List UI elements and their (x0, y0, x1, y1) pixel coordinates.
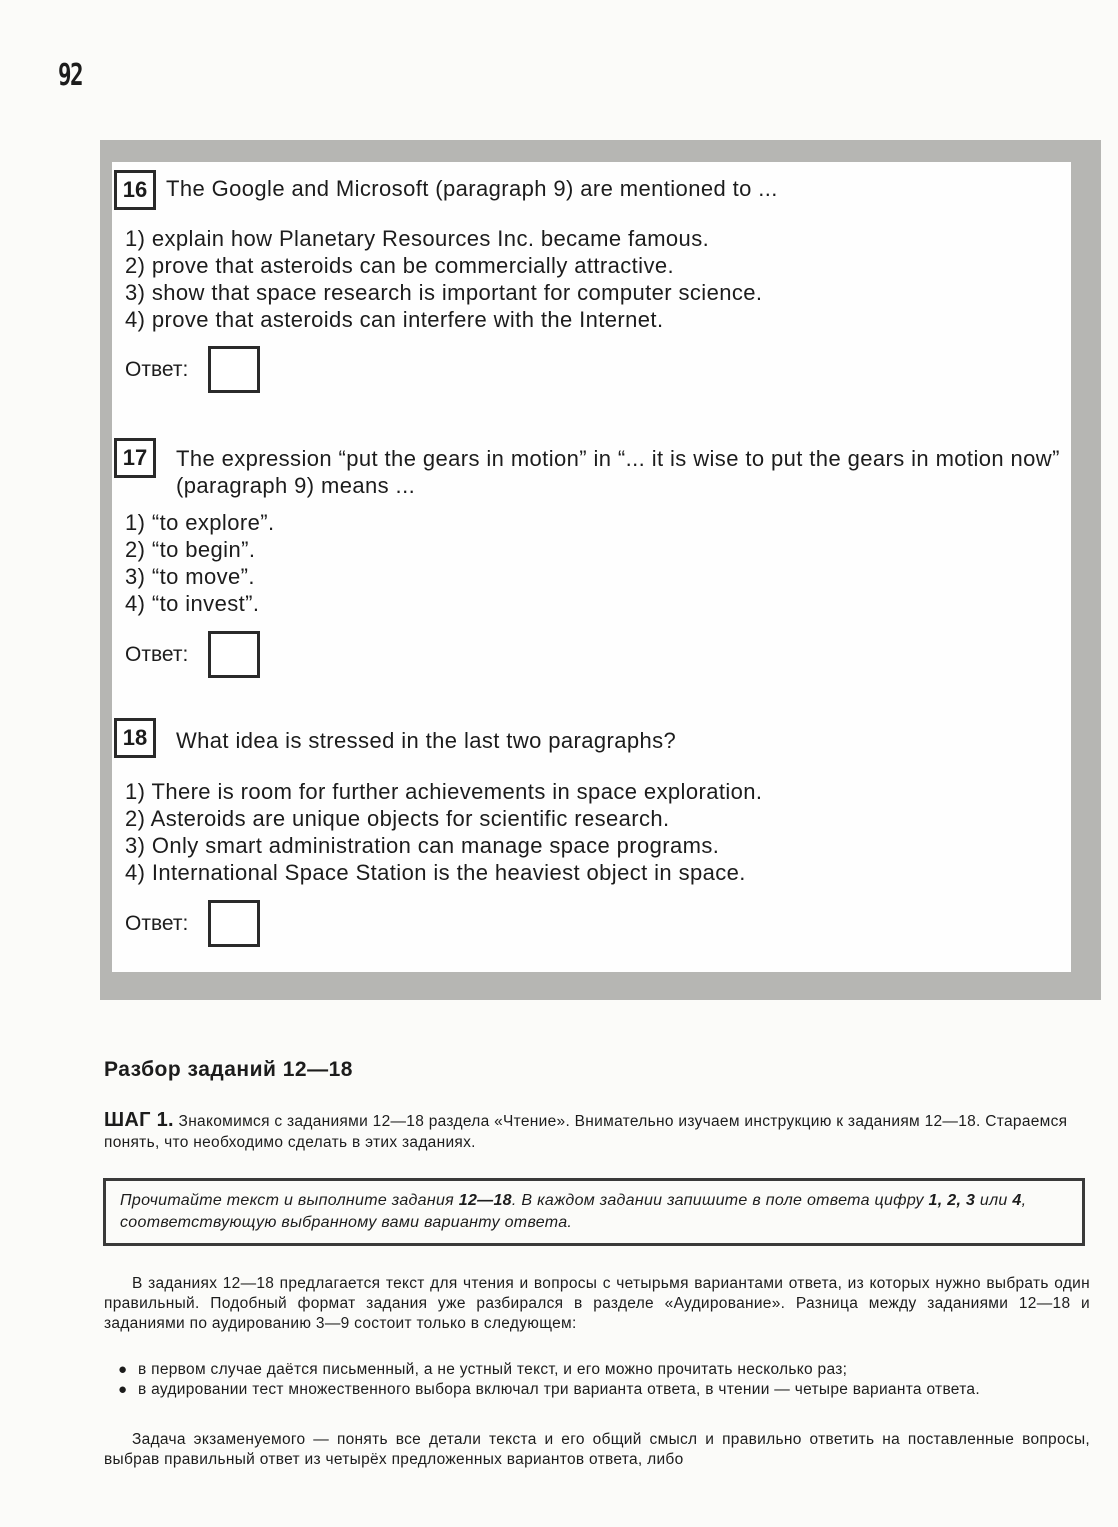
option-3: 3) Only smart administration can manage space programs. (125, 833, 720, 858)
option-1: 1) There is room for further achievements in space exploration. (125, 779, 763, 804)
instruction-text: . В каждом задании запишите в поле ответа цифру (511, 1192, 929, 1209)
option-2: 2) “to begin”. (125, 537, 256, 562)
option-2: 2) prove that asteroids can be commercially attractive. (125, 253, 675, 278)
step-label: ШАГ 1. (104, 1109, 174, 1131)
instruction-digit: 4 (1012, 1192, 1022, 1209)
task-number: 18 (114, 718, 156, 758)
instruction-digit: 1 (928, 1192, 938, 1209)
task-question: What idea is stressed in the last two paragraphs? (176, 728, 677, 753)
option-4: 4) prove that asteroids can interfere with the Internet. (125, 307, 664, 332)
option-3: 3) show that space research is important for computer science. (125, 280, 763, 305)
answer-label: Ответ: (125, 358, 189, 381)
option-1: 1) “to explore”. (125, 510, 275, 535)
instruction-digit: 3 (965, 1192, 976, 1209)
task-question: The expression “put the gears in motion” in “... it is wise to put the gears in motion now” (paragraph 9) means ... (176, 446, 1060, 498)
option-1: 1) explain how Planetary Resources Inc. became famous. (125, 226, 710, 251)
answer-box[interactable] (208, 900, 260, 947)
tasks-panel (112, 162, 1071, 972)
instruction-range: 12—18 (458, 1192, 512, 1209)
bullet-text: в первом случае даётся письменный, а не устный текст, и его можно прочитать несколько раз; (138, 1361, 848, 1378)
instruction-text: или (975, 1192, 1013, 1209)
body-paragraph: В заданиях 12—18 предлагается текст для чтения и вопросы с четырьмя вариантами ответа, из которых нужно выбрать один правильный. Подобный формат задания уже разбирался в разделе «Аудирование». Разница между заданиями 12—18 и заданиями по аудированию 3—9 состоит только в следующем: (104, 1275, 1090, 1332)
option-list (125, 225, 762, 333)
option-list (125, 509, 274, 617)
instruction-separator: , (956, 1192, 966, 1209)
step-text: Знакомимся с заданиями 12—18 раздела «Чтение». Внимательно изучаем инструкцию к заданиям 12—18. Стараемся понять, что необходимо сделать в этих заданиях. (104, 1113, 1068, 1151)
option-list (125, 778, 762, 886)
instruction-digit: 2 (947, 1192, 957, 1209)
task-number: 17 (114, 438, 156, 478)
answer-box[interactable] (208, 346, 260, 393)
option-2: 2) Asteroids are unique objects for scientific research. (125, 806, 670, 831)
task-number: 16 (114, 170, 156, 210)
answer-box[interactable] (208, 631, 260, 678)
step-paragraph (104, 1110, 1089, 1153)
instruction-separator: , (937, 1192, 948, 1209)
bullet-icon: ● (118, 1381, 128, 1398)
instruction-box (103, 1178, 1085, 1246)
list-item (104, 1380, 1090, 1400)
answer-label: Ответ: (125, 912, 189, 935)
page-number: 92 (58, 58, 83, 93)
option-4: 4) International Space Station is the heaviest object in space. (125, 860, 746, 885)
section-heading: Разбор заданий 12—18 (104, 1058, 353, 1081)
option-3: 3) “to move”. (125, 564, 255, 589)
instruction-text: , соответствующую выбранному вами варианту ответа. (120, 1192, 1027, 1231)
bullet-icon: ● (118, 1361, 128, 1378)
body-paragraph: Задача экзаменуемого — понять все детали текста и его общий смысл и правильно ответить на поставленные вопросы, выбрав правильный ответ из четырёх предложенных вариантов ответа, либо (104, 1431, 1090, 1468)
list-item (104, 1360, 1090, 1380)
bullet-text: в аудировании тест множественного выбора включал три варианта ответа, в чтении — четыре варианта ответа. (138, 1381, 980, 1398)
instruction-text: Прочитайте текст и выполните задания (120, 1192, 459, 1209)
bullet-list (104, 1360, 1090, 1400)
answer-label: Ответ: (125, 643, 189, 666)
option-4: 4) “to invest”. (125, 591, 260, 616)
task-question: The Google and Microsoft (paragraph 9) are mentioned to ... (166, 176, 778, 201)
